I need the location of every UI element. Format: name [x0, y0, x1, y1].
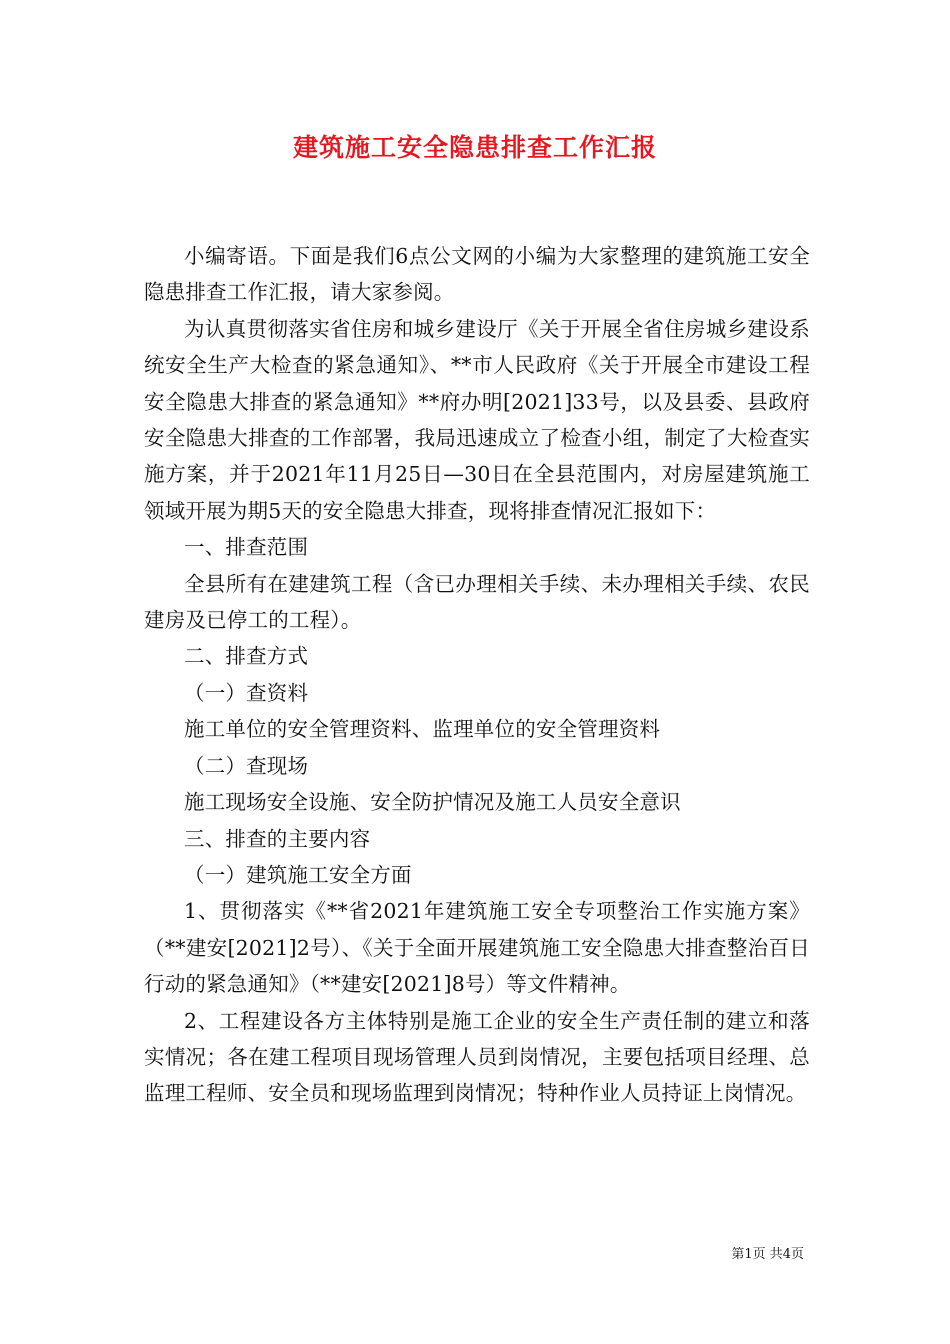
check-documents-paragraph: 施工单位的安全管理资料、监理单位的安全管理资料	[184, 717, 661, 742]
subheading-check-site: （二）查现场	[184, 753, 309, 778]
subheading-construction-safety: （一）建筑施工安全方面	[184, 862, 412, 887]
content-item-1: 1、贯彻落实《**省2021年建筑施工安全专项整治工作实施方案》（**建安[2021]2号）、《关于全面开展建筑施工安全隐患大排查整治百日行动的紧急通知》（**建安[2021]8号）等文件精神。	[144, 899, 810, 997]
scope-paragraph: 全县所有在建建筑工程（含已办理相关手续、未办理相关手续、农民建房及已停工的工程）。	[144, 571, 810, 633]
subheading-check-documents: （一）查资料	[184, 680, 309, 705]
intro-paragraph: 小编寄语。下面是我们6点公文网的小编为大家整理的建筑施工安全隐患排查工作汇报，请大家参阅。	[144, 244, 810, 305]
background-paragraph: 为认真贯彻落实省住房和城乡建设厅《关于开展全省住房城乡建设系统安全生产大检查的紧急通知》、**市人民政府《关于开展全市建设工程安全隐患大排查的紧急通知》**府办明[2021]33号，以及县委、县政府安全隐患大排查的工作部署，我局迅速成立了检查小组，制定了大检查实施方案，并于2021年11月25日—30日在全县范围内，对房屋建筑施工领域开展为期5天的安全隐患大排查，现将排查情况汇报如下：	[144, 316, 810, 523]
section-heading-content: 三、排查的主要内容	[184, 826, 371, 851]
document-body	[144, 238, 810, 1112]
section-heading-method: 二、排查方式	[184, 644, 309, 669]
section-heading-scope: 一、排查范围	[184, 535, 309, 560]
document-title: 建筑施工安全隐患排查工作汇报	[292, 133, 657, 162]
check-site-paragraph: 施工现场安全设施、安全防护情况及施工人员安全意识	[184, 790, 681, 815]
page-number: 第1页 共4页	[731, 1247, 804, 1262]
content-item-2: 2、工程建设各方主体特别是施工企业的安全生产责任制的建立和落实情况；各在建工程项目现场管理人员到岗情况，主要包括项目经理、总监理工程师、安全员和现场监理到岗情况；特种作业人员持证上岗情况。	[144, 1008, 810, 1106]
